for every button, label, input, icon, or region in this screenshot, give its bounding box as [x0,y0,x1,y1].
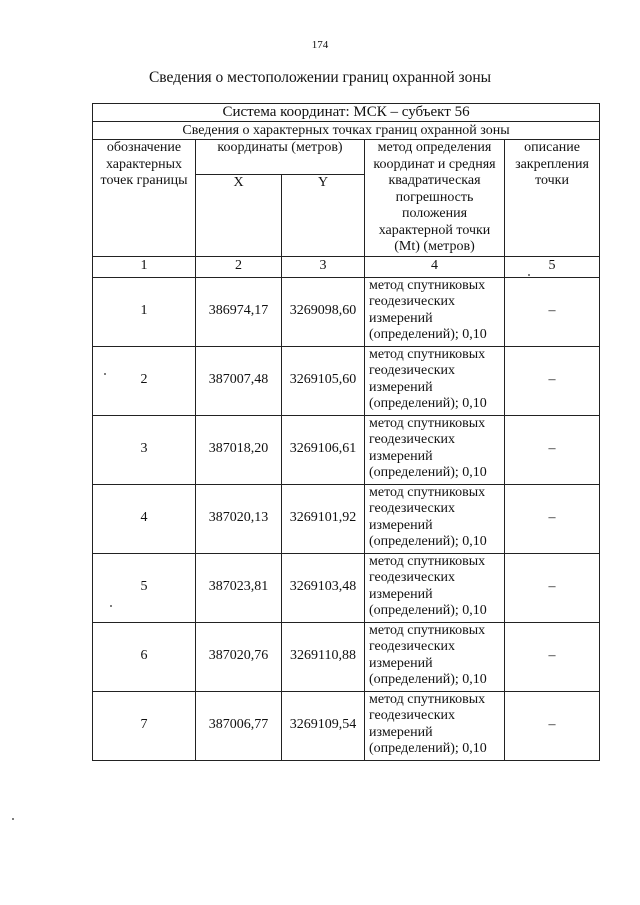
page-number: 174 [311,39,329,51]
scan-speck [12,818,14,820]
method-cell: метод спутниковых геодезических измерений (определений); 0,10 [365,415,505,484]
table-subtitle: Сведения о характерных точках границ охранной зоны [93,122,600,140]
table-row [93,484,600,553]
coord-x: 387023,81 [196,553,282,622]
boundary-points-table [92,103,600,761]
coord-y: 3269101,92 [282,484,365,553]
column-number: 1 [93,256,196,277]
header-description: описание закрепления точки [505,140,600,257]
scan-speck [528,274,530,276]
column-number: 5 [505,256,600,277]
table-row [93,277,600,346]
coord-x: 387020,13 [196,484,282,553]
coord-y: 3269103,48 [282,553,365,622]
coord-y: 3269098,60 [282,277,365,346]
coord-x: 387018,20 [196,415,282,484]
description-cell: – [505,691,600,760]
coord-y: 3269110,88 [282,622,365,691]
table-row [93,346,600,415]
coordinate-system-row [93,104,600,122]
coord-x: 387020,76 [196,622,282,691]
point-id: 6 [93,622,196,691]
table-subtitle-row [93,122,600,140]
method-cell: метод спутниковых геодезических измерений (определений); 0,10 [365,622,505,691]
method-cell: метод спутниковых геодезических измерений (определений); 0,10 [365,346,505,415]
coord-y: 3269106,61 [282,415,365,484]
column-number: 3 [282,256,365,277]
point-id: 1 [93,277,196,346]
table-row [93,691,600,760]
table-row [93,415,600,484]
column-number-row [93,256,600,277]
header-designation: обозначение характерных точек границы [93,140,196,257]
table-row [93,622,600,691]
column-number: 2 [196,256,282,277]
scan-speck [110,605,112,607]
method-cell: метод спутниковых геодезических измерений (определений); 0,10 [365,553,505,622]
coord-x: 386974,17 [196,277,282,346]
header-coords: координаты (метров) [196,140,365,175]
description-cell: – [505,622,600,691]
method-cell: метод спутниковых геодезических измерений (определений); 0,10 [365,484,505,553]
method-cell: метод спутниковых геодезических измерений (определений); 0,10 [365,277,505,346]
description-cell: – [505,553,600,622]
point-id: 5 [93,553,196,622]
coord-y: 3269105,60 [282,346,365,415]
column-number: 4 [365,256,505,277]
coord-x: 387007,48 [196,346,282,415]
scan-speck [104,373,106,375]
coord-x: 387006,77 [196,691,282,760]
header-y: Y [282,174,365,256]
coord-y: 3269109,54 [282,691,365,760]
point-id: 3 [93,415,196,484]
description-cell: – [505,346,600,415]
table-row [93,553,600,622]
header-row [93,140,600,175]
description-cell: – [505,277,600,346]
method-cell: метод спутниковых геодезических измерений (определений); 0,10 [365,691,505,760]
point-id: 7 [93,691,196,760]
description-cell: – [505,484,600,553]
point-id: 4 [93,484,196,553]
point-id: 2 [93,346,196,415]
document-title: Сведения о местоположении границ охранной зоны [148,69,492,86]
coordinate-system-label: Система координат: МСК – субъект 56 [93,104,600,122]
header-x: X [196,174,282,256]
header-method: метод определения координат и средняя квадратическая погрешность положения характерной точки (Mt) (метров) [365,140,505,257]
description-cell: – [505,415,600,484]
